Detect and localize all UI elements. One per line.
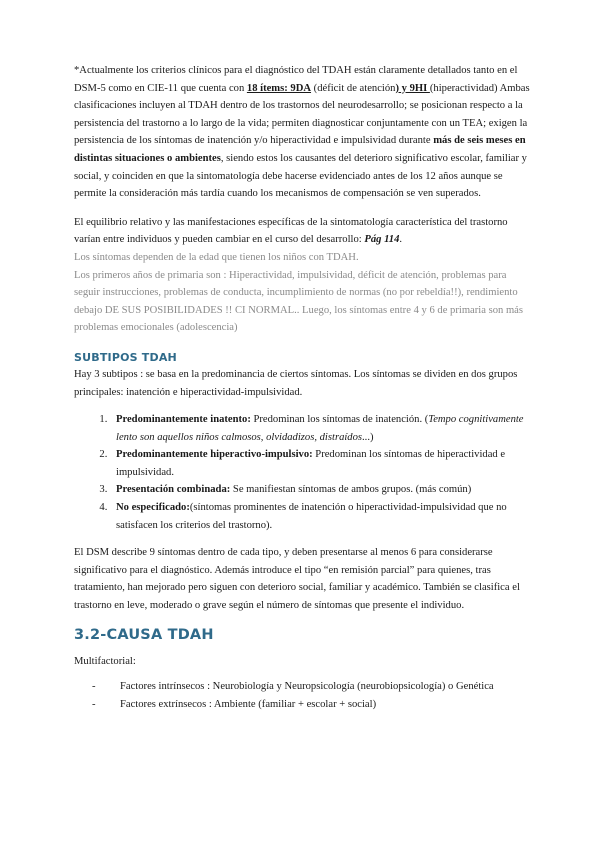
- factores-list: [74, 678, 530, 713]
- note-primaria: Los primeros años de primaria son : Hiperactividad, impulsividad, déficit de atención, problemas para seguir instrucciones, problemas de conducta, incumplimiento de normas (no por rebeldía!!), rendimiento debajo DE SUS POSIBILIDADES !! CI NORMAL.. Luego, los síntomas entre 4 y 6 de primaria son más problemas emocionales (adolescencia): [74, 269, 524, 334]
- text-run: *Actualmente los criterios clínicos para el diagnóstico del TDAH están claramente detallados tanto en el DSM-5 como en CIE-11 que cuenta con: [74, 65, 518, 94]
- item-italic: Tempo cognitivamente lento son aquellos niños calmosos, olvidadizos, distraídos: [116, 414, 524, 443]
- text-run: .: [399, 234, 403, 246]
- paragraph-subtipos-intro: Hay 3 subtipos : se basa en la predominancia de ciertos síntomas. Los síntomas se dividen en dos grupos principales: inatención e hiperactividad-impulsividad.: [74, 368, 518, 398]
- list-item: [110, 499, 530, 534]
- text-run-9hi: ) y 9HI: [395, 82, 430, 94]
- dash-bullet: -: [92, 681, 96, 693]
- page-reference: Pág 114: [364, 234, 400, 246]
- item-text: Se manifiestan síntomas de ambos grupos. (más común): [230, 484, 472, 496]
- text-run: , siendo estos los causantes del deterioro significativo escolar, familiar y social, y coinciden en que la sintomatología debe hacerse evidenciado antes de los 12 años aunque se permite la consideración más tardía cuando los mecanismos de compensación se ven superados.: [74, 152, 527, 200]
- item-label: Presentación combinada:: [116, 484, 231, 496]
- text-run-items: 18 ítems: 9DA: [246, 82, 312, 94]
- item-text: (síntomas prominentes de inatención o hiperactividad-impulsividad que no satisfacen los criterios del trastorno).: [116, 502, 507, 531]
- list-item: [92, 678, 530, 696]
- item-text: Predominan los síntomas de hiperactividad e impulsividad.: [116, 449, 506, 478]
- item-label: No especificado:: [116, 502, 190, 514]
- text-run: El equilibrio relativo y las manifestaciones específicas de la sintomatología característica del trastorno varían entre individuos y pueden cambiar en el curso del desarrollo:: [74, 216, 508, 246]
- text-run-bold: más de seis meses en distintas situaciones o ambientes: [74, 135, 526, 164]
- paragraph-dsm: El DSM describe 9 síntomas dentro de cada tipo, y deben presentarse al menos 6 para considerarse significativo para el diagnóstico. Además introduce el tipo “en remisión parcial” para quienes, tras tratamiento, han mejorado pero siguen con deterioro social, familiar y académico. También se clasifica el trastorno en leve, moderado o grave según el número de síntomas que presente el individuo.: [74, 547, 520, 612]
- item-text: Factores extrínsecos : Ambiente (familiar + escolar + social): [120, 698, 377, 710]
- dash-bullet: -: [92, 698, 96, 710]
- item-tail: ...): [362, 431, 374, 443]
- list-item: [110, 446, 530, 481]
- text-run: (déficit de atención: [311, 82, 396, 94]
- heading-causa: 3.2-CAUSA TDAH: [74, 626, 214, 643]
- list-item: [110, 411, 530, 446]
- note-sintomas-edad: Los síntomas dependen de la edad que tienen los niños con TDAH.: [74, 251, 359, 263]
- heading-subtipos: SUBTIPOS TDAH: [74, 350, 177, 364]
- list-item: [92, 696, 530, 714]
- paragraph-equilibrio: [74, 214, 530, 249]
- item-text: Predominan los síntomas de inatención. (: [250, 414, 429, 426]
- text-run: (hiperactividad) Ambas clasificaciones incluyen al TDAH dentro de los trastornos del neurodesarrollo; se posicionan respecto a la persistencia del trastorno a lo largo de la vida; permiten diagnosticar conjuntamente con un TEA; exigen la persistencia de los síntomas de inatención y/o hiperactividad e impulsividad durante: [74, 82, 530, 147]
- item-label: Predominantemente hiperactivo-impulsivo:: [116, 449, 313, 461]
- paragraph-criterios: [74, 62, 530, 203]
- item-label: Predominantemente inatento:: [116, 414, 251, 426]
- document-page: [74, 62, 530, 713]
- subtipos-list: [74, 411, 530, 534]
- list-item: [110, 481, 530, 499]
- label-multifactorial: Multifactorial:: [74, 655, 136, 667]
- item-text: Factores intrínsecos : Neurobiología y Neuropsicología (neurobiopsicología) o Genética: [120, 681, 494, 693]
